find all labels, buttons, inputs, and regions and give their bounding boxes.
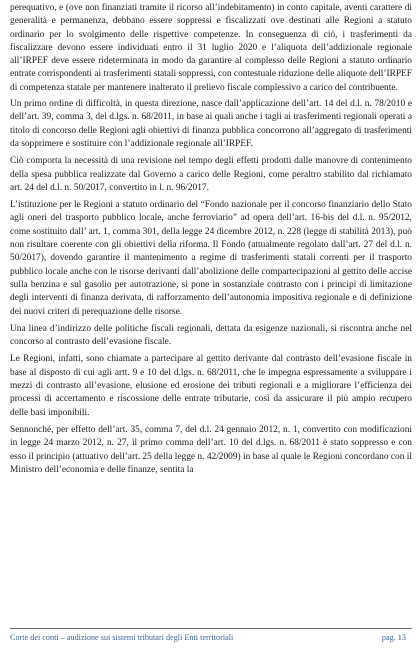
footer-title: Corte dei conti – audizione sui sistemi tributari degli Enti territoriali xyxy=(10,633,234,642)
paragraph-7: Sennonché, per effetto dell’art. 35, comma 7, del d.l. 24 gennaio 2012, n. 1, convertito con modificazioni in legge 24 marzo 2012, n. 27, il primo comma dell’art. 10 del d.lgs. n. 68/2011 è stato soppresso e con esso il principio (attuativo dell’art. 25 della legge n. 42/2009) in base al quale le Regioni concordano con il Ministro dell’economia e delle finanze, sentita la xyxy=(10,424,412,475)
page-number: pag. 13 xyxy=(381,633,406,642)
body-text xyxy=(10,2,412,481)
page-footer xyxy=(10,628,412,642)
paragraph-4: L’istituzione per le Regioni a statuto ordinario del “Fondo nazionale per il concorso finanziario dello Stato agli oneri del trasporto pubblico locale, anche ferroviario” ad opera dell’art. 16-bis del d.l. n. 95/2012, come sostituito dall’ art. 1, comma 301, della legge 24 dicembre 2012, n. 228 (legge di stabilità 2013), può non risultare coerente con gli obiettivi della riforma. Il Fondo (attualmente regolato dall’art. 27 del d.l. n. 50/2017), dovendo garantire il mantenimento a regime di trasferimenti statali correnti per il trasporto pubblico locale anche con le risorse derivanti dall’abolizione delle compartecipazioni al gettito delle accise sulla benzina e sul gasolio per autotrazione, si pone in sostanziale contrasto con i principi di limitazione degli interventi di finanza derivata, di rafforzamento dell’autonomia impositiva regionale e di definizione dei nuovi criteri di perequazione delle risorse. xyxy=(10,200,412,317)
paragraph-1: perequativo, e (ove non finanziati tramite il ricorso all’indebitamento) in conto capitale, aventi carattere di generalità e permanenza, debbano essere soppressi e fiscalizzati ove destinati alle Regioni a statuto ordinario per lo svolgimento delle rispettive competenze. In conseguenza di ciò, i trasferimenti da fiscalizzare devono essere individuati entro il 31 luglio 2020 e l’aliquota dell’addizionale regionale all’IRPEF deve essere rideterminata in modo da garantire al complesso delle Regioni a statuto ordinario entrate corrispondenti ai trasferimenti statali soppressi, con contestuale riduzione delle aliquote dell’IRPEF di competenza statale per mantenere inalterato il prelievo fiscale complessivo a carico del contribuente. xyxy=(10,3,412,93)
paragraph-3: Ciò comporta la necessità di una revisione nel tempo degli effetti prodotti dalle manovre di contenimento della spesa pubblica realizzate dal Governo a carico delle Regioni, come peraltro stabilito dal richiamato art. 24 del d.l. n. 50/2017, convertito in l. n. 96/2017. xyxy=(10,156,412,193)
paragraph-2: Un primo ordine di difficoltà, in questa direzione, nasce dall’applicazione dell’art. 14 del d.l. n. 78/2010 e dell’art. 39, comma 3, del d.lgs. n. 68/2011, in base ai quali anche i tagli ai trasferimenti regionali operati a titolo di concorso delle Regioni agli obiettivi di finanza pubblica concorrono all’aggregato di trasferimenti da sopprimere e sostituire con l’addizionale regionale all’IRPEF. xyxy=(10,99,412,149)
paragraph-6: Le Regioni, infatti, sono chiamate a partecipare al gettito derivante dal contrasto dell’evasione fiscale in base al disposto di cui agli artt. 9 e 10 del d.lgs. n. 68/2011, che le impegna espressamente a sviluppare i mezzi di contrasto all’evasione, elusione ed erosione dei tributi regionali e a migliorare l’efficienza dei processi di accertamento e riscossione delle entrate tributarie, così da assicurare il più ampio recupero delle basi imponibili. xyxy=(10,354,412,418)
paragraph-5: Una linea d’indirizzo delle politiche fiscali regionali, dettata da esigenze nazionali, si riscontra anche nel concorso al contrasto dell’evasione fiscale. xyxy=(10,323,412,348)
